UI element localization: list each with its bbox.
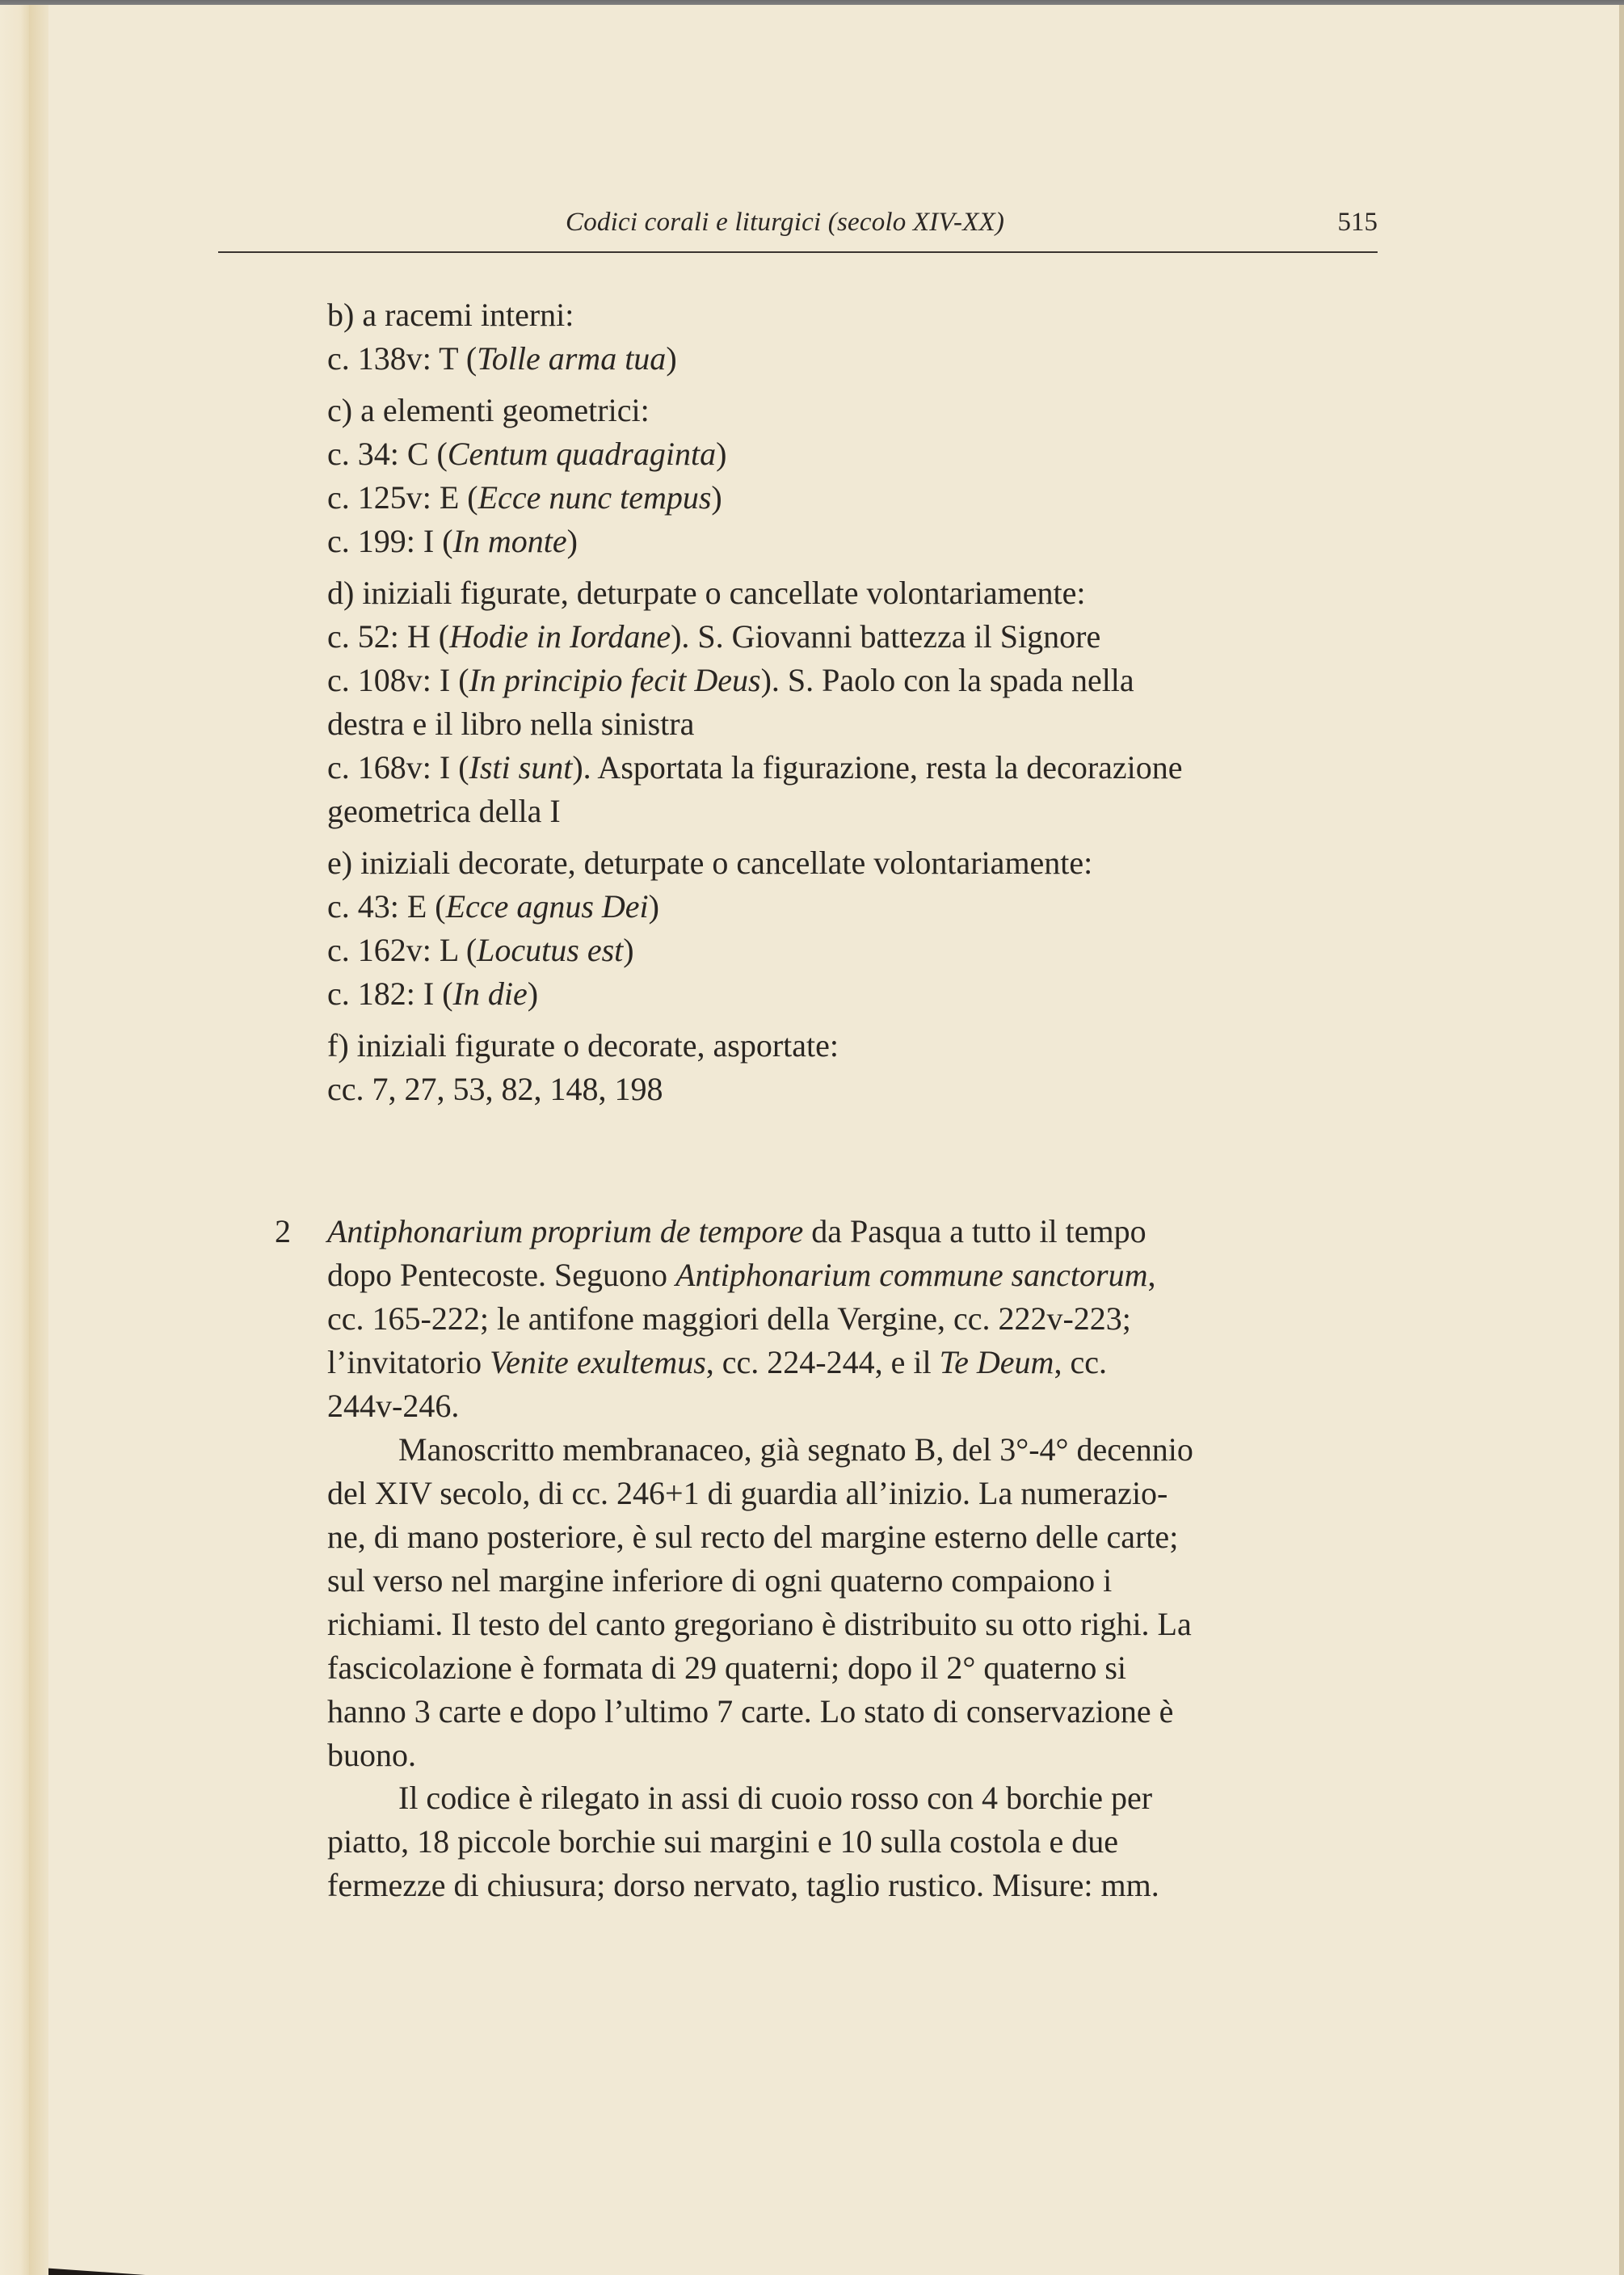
group-heading: d) iniziali figurate, deturpate o cancellate volontariamente:: [327, 575, 1086, 611]
title-line: dopo Pentecoste. Seguono Antiphonarium commune sanctorum,: [327, 1257, 1156, 1293]
list-item: c. 162v: L (Locutus est): [327, 932, 634, 968]
entry-title: [327, 1210, 1378, 1428]
list-item: c. 43: E (Ecce agnus Dei): [327, 888, 659, 925]
description-paragraph-2: [327, 1776, 1378, 1907]
list-item: c. 34: C (Centum quadraginta): [327, 436, 727, 472]
list-item: cc. 7, 27, 53, 82, 148, 198: [327, 1071, 663, 1107]
paragraph-line: ne, di mano posteriore, è sul recto del margine esterno delle carte;: [327, 1519, 1179, 1555]
list-item-continuation: destra e il libro nella sinistra: [327, 706, 695, 742]
facing-page-edge: [0, 5, 29, 2275]
group-heading: c) a elementi geometrici:: [327, 392, 650, 428]
paragraph-line: buono.: [327, 1737, 416, 1773]
group-heading: b) a racemi interni:: [327, 297, 574, 333]
title-line: 244v-246.: [327, 1388, 460, 1424]
description-paragraph-1: [327, 1428, 1378, 1777]
paragraph-line: fermezze di chiusura; dorso nervato, taglio rustico. Misure: mm.: [327, 1867, 1159, 1903]
paragraph-line: sul verso nel margine inferiore di ogni quaterno compaiono i: [327, 1562, 1113, 1599]
paragraph-line: del XIV secolo, di cc. 246+1 di guardia all’inizio. La numerazio-: [327, 1475, 1168, 1511]
running-header: [218, 206, 1378, 255]
list-item-continuation: geometrica della I: [327, 793, 561, 829]
paragraph-line: piatto, 18 piccole borchie sui margini e 10 sulla costola e due: [327, 1823, 1119, 1860]
list-item: c. 52: H (Hodie in Iordane). S. Giovanni battezza il Signore: [327, 618, 1101, 655]
page-number: 515: [1337, 208, 1378, 237]
header-rule: [218, 251, 1378, 253]
group-heading: e) iniziali decorate, deturpate o cancellate volontariamente:: [327, 845, 1093, 881]
title-line: Antiphonarium proprium de tempore da Pasqua a tutto il tempo: [327, 1213, 1146, 1249]
list-item: c. 182: I (In die): [327, 975, 539, 1012]
initials-list: [327, 293, 1378, 1111]
paragraph-line: Il codice è rilegato in assi di cuoio rosso con 4 borchie per: [398, 1780, 1153, 1816]
list-item: c. 168v: I (Isti sunt). Asportata la figurazione, resta la decorazione: [327, 749, 1183, 786]
title-line: cc. 165-222; le antifone maggiori della Vergine, cc. 222v-223;: [327, 1300, 1131, 1337]
running-title: Codici corali e liturgici (secolo XIV-XX): [566, 208, 1005, 237]
paragraph-line: richiami. Il testo del canto gregoriano è distribuito su otto righi. La: [327, 1606, 1192, 1642]
list-item: c. 138v: T (Tolle arma tua): [327, 340, 677, 377]
list-item: c. 108v: I (In principio fecit Deus). S. Paolo con la spada nella: [327, 662, 1134, 698]
entry-number: 2: [275, 1213, 291, 1249]
paragraph-line: Manoscritto membranaceo, già segnato B, del 3°-4° decennio: [398, 1431, 1193, 1468]
paragraph-line: hanno 3 carte e dopo l’ultimo 7 carte. Lo stato di conservazione è: [327, 1693, 1174, 1729]
title-line: l’invitatorio Venite exultemus, cc. 224-244, e il Te Deum, cc.: [327, 1344, 1107, 1380]
page-right-edge: [1619, 5, 1624, 2275]
group-heading: f) iniziali figurate o decorate, asportate:: [327, 1027, 839, 1064]
list-item: c. 125v: E (Ecce nunc tempus): [327, 479, 722, 516]
paragraph-line: fascicolazione è formata di 29 quaterni; dopo il 2° quaterno si: [327, 1649, 1127, 1686]
list-item: c. 199: I (In monte): [327, 523, 578, 559]
